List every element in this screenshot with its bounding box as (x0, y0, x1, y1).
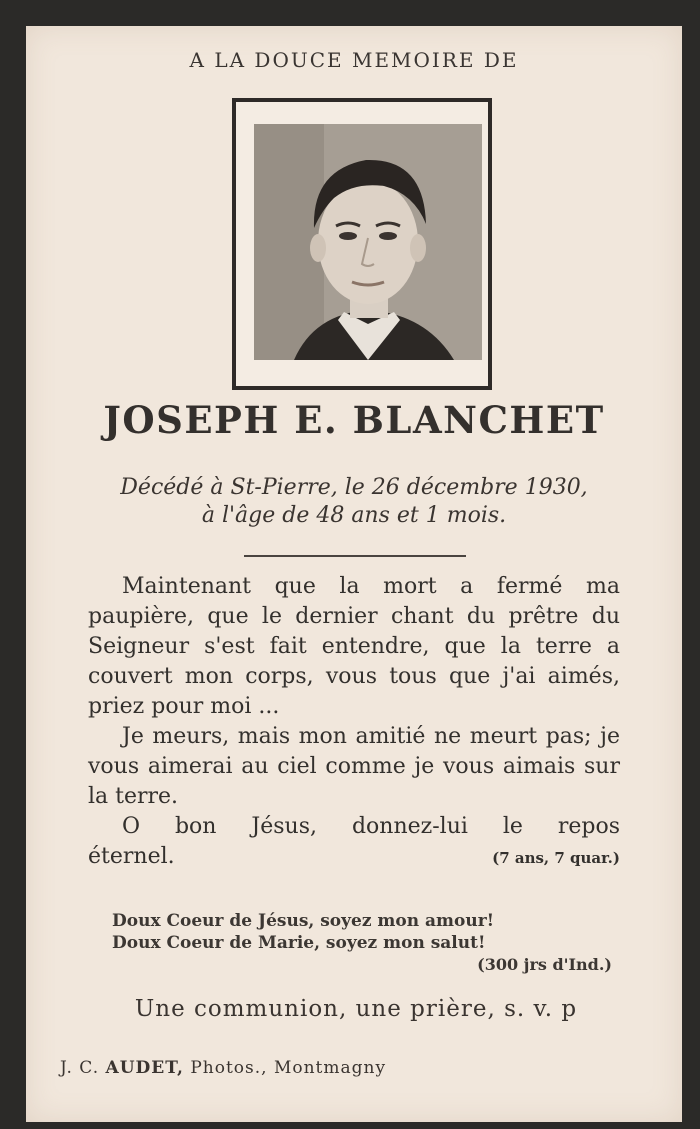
printer-credit (60, 1058, 540, 1078)
prayer-mary: Doux Coeur de Marie, soyez mon salut! (112, 933, 486, 953)
indulgence-1: (7 ans, 7 quar.) (492, 849, 620, 867)
verse-paragraph-1: Maintenant que la mort a fermé ma paupière, que le dernier chant du prêtre du Seigneur s'est fait entendre, que la terre a couvert mon corps, vous tous que j'ai aimés, priez pour moi ... (88, 574, 620, 719)
death-details (26, 474, 682, 530)
printer-initials: J. C. (60, 1058, 100, 1078)
printer-name: AUDET, (105, 1058, 184, 1078)
verse-eternal: éternel. (88, 844, 175, 869)
memorial-card (26, 26, 682, 1122)
printer-location: Photos., Montmagny (190, 1058, 387, 1078)
indulgence-2: (300 jrs d'Ind.) (477, 955, 612, 974)
death-line-2: à l'âge de 48 ans et 1 mois. (201, 503, 507, 528)
divider (244, 555, 466, 557)
invocations (112, 910, 612, 976)
deceased-name: JOSEPH E. BLANCHET (103, 398, 605, 442)
death-line-1: Décédé à St-Pierre, le 26 décembre 1930, (120, 475, 588, 500)
verse-paragraph-3a: O bon Jésus, donnez-lui le repos (122, 814, 620, 839)
portrait-frame (232, 98, 492, 390)
header-text: A LA DOUCE MEMOIRE DE (189, 48, 519, 72)
portrait-photo (254, 124, 482, 360)
portrait-image (254, 124, 482, 360)
verse-paragraph-2: Je meurs, mais mon amitié ne meurt pas; je vous aimerai au ciel comme je vous aimais sur la terre. (88, 724, 620, 809)
verse-paragraph-3b (88, 842, 620, 873)
memorial-verse (88, 572, 620, 873)
prayer-request: Une communion, une prière, s. v. p (134, 996, 578, 1022)
prayer-sacred-heart: Doux Coeur de Jésus, soyez mon amour! (112, 911, 495, 931)
